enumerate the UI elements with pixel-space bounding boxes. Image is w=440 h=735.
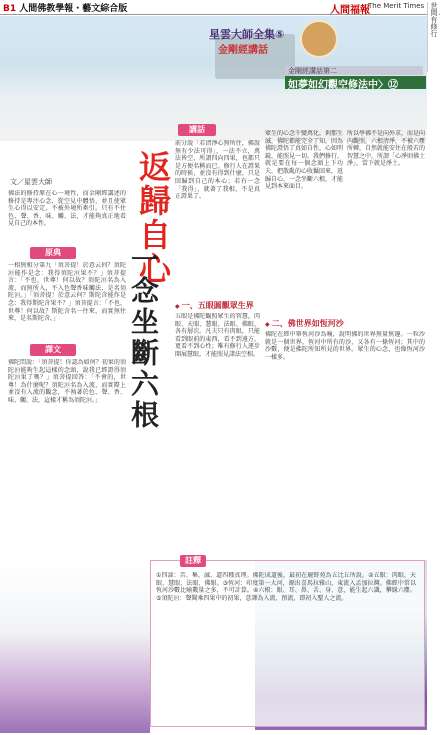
section-code: B1	[3, 4, 17, 14]
series-label: 金剛經講話第二	[285, 66, 423, 75]
lavender-field-image-left	[0, 565, 150, 733]
translation-text: 佛陀問說：「須菩提！你認為如何？初果的須陀洹能夠生起這樣的念頭，說我已經證得須陀洹果了嗎？」須菩提回答：「不會的，世尊！為什麼呢？須陀洹名為入流，而實際上並沒有入流的觀念，不執著於色、聲、香、味、觸、法，這樣才稱為須陀洹。」	[8, 359, 126, 404]
article-intro: 佛法的修持原在心一境性，而金剛經講述的修持是專注心念，從空見中體悟，並且使眾生心得以安定，不被外境所牽引。只有不住色、聲、香、味、觸、法，才能夠真正地看見自己的本性。	[8, 190, 126, 228]
newspaper-english-name: The Merit Times	[368, 2, 425, 10]
article-title-black: 一念坐斷六根	[127, 245, 160, 431]
article-title-red: 返歸自心	[134, 150, 172, 286]
column-name: 星雲大師全集⑤	[209, 28, 285, 41]
lecture-text-3: 所以學佛不是向外求，而是向內觀照。六根清淨，不被六塵所轉，自然就能安住在般若的智慧之中，所謂「心淨則佛土淨」，當下就是淨土。	[347, 130, 425, 168]
header-banner	[0, 16, 427, 141]
lecture-tag: 講話	[178, 124, 216, 136]
notes-text: ①四諦：苦、集、滅、道四種真理。佛陀成道後，最初在鹿野苑為五比丘所說。②五眼：肉眼、天眼、慧眼、法眼、佛眼。③恆河：印度第一大河，源出喜馬拉雅山，東流入孟加拉灣。佛經中常以恆河沙數比喻數量之多，不可計算。④六根：眼、耳、鼻、舌、身、意，能生起六識，攀緣六塵。⑤須陀洹：聲聞乘四果中的初果，意譯為入流、預流，即初入聖人之流。	[156, 572, 416, 602]
side-label: 世間有修行	[427, 2, 439, 72]
notes-tag: 註釋	[180, 555, 206, 567]
origin-tag: 原典	[30, 247, 76, 259]
lecture-text: 前分說「若清淨心無所住，佛說無有少法可得」，一法不立，萬法皆空，所謂四向四果，也都只是方便名稱而已。修行人在證果的時候，並沒有得到什麼，只是回歸到自己的本心；若有一念「我得」，就著了我相，不是真正證果了。	[175, 140, 260, 201]
article-author: 文／星雲大師	[10, 178, 52, 186]
section-title: 人間佛教學報・藝文綜合版	[19, 4, 128, 14]
subhead-five-eyes: ◆ 一、五眼圓觀眾生界	[175, 300, 265, 311]
ganges-sand-text: 佛陀在經中舉恆河沙為喻，說明佛的世界無量無邊。一粒沙就是一個世界，恆河中所有的沙，又各有一條恆河；其中的沙數，便是佛陀所知所見的世界。眾生的心念，也像恆河沙一樣多。	[265, 331, 425, 361]
author-portrait	[300, 20, 338, 58]
column-subtitle: 金剛經講話	[218, 45, 268, 56]
origin-text: 一相無相分第九「須菩提！於意云何？須陀洹能作是念：我得須陀洹果不？」須菩提言：「不也，世尊！何以故？須陀洹名為入流，而無所入，不入色聲香味觸法，是名須陀洹。」「須菩提！於意云何？斯陀含能作是念：我得斯陀含果不？」須菩提言：「不也，世尊！何以故？斯陀含名一往來，而實無往來，是名斯陀含。」	[8, 262, 126, 323]
series-title: 如夢如幻觀空修法中〉⑫	[285, 76, 426, 89]
five-eyes-text: 五眼是佛陀觀照眾生的智慧，肉眼、天眼、慧眼、法眼、佛眼，各有層次。凡夫只有肉眼，只能看到眼前的東西，看不到遠方，更看不到心性；唯有修行人逐步開展慧眼，才能照見諸法空相。	[175, 313, 260, 358]
newspaper-logo: 人間福報	[330, 5, 370, 16]
lecture-text-2: 眾生的心念千變萬化，剎那生滅，佛陀都能完全了知。因為佛陀證悟了真如自性，心如明鏡，能照見一切。我們修行，就是要在每一個念頭上下功夫，把散亂的心收攝回來，返歸自心，一念坐斷六根，才能見到本來面目。	[265, 130, 343, 191]
translation-tag: 譯文	[30, 344, 76, 356]
section-heading	[3, 1, 127, 14]
subhead-ganges-sand: ◆ 二、佛世界如恆河沙	[265, 318, 355, 329]
